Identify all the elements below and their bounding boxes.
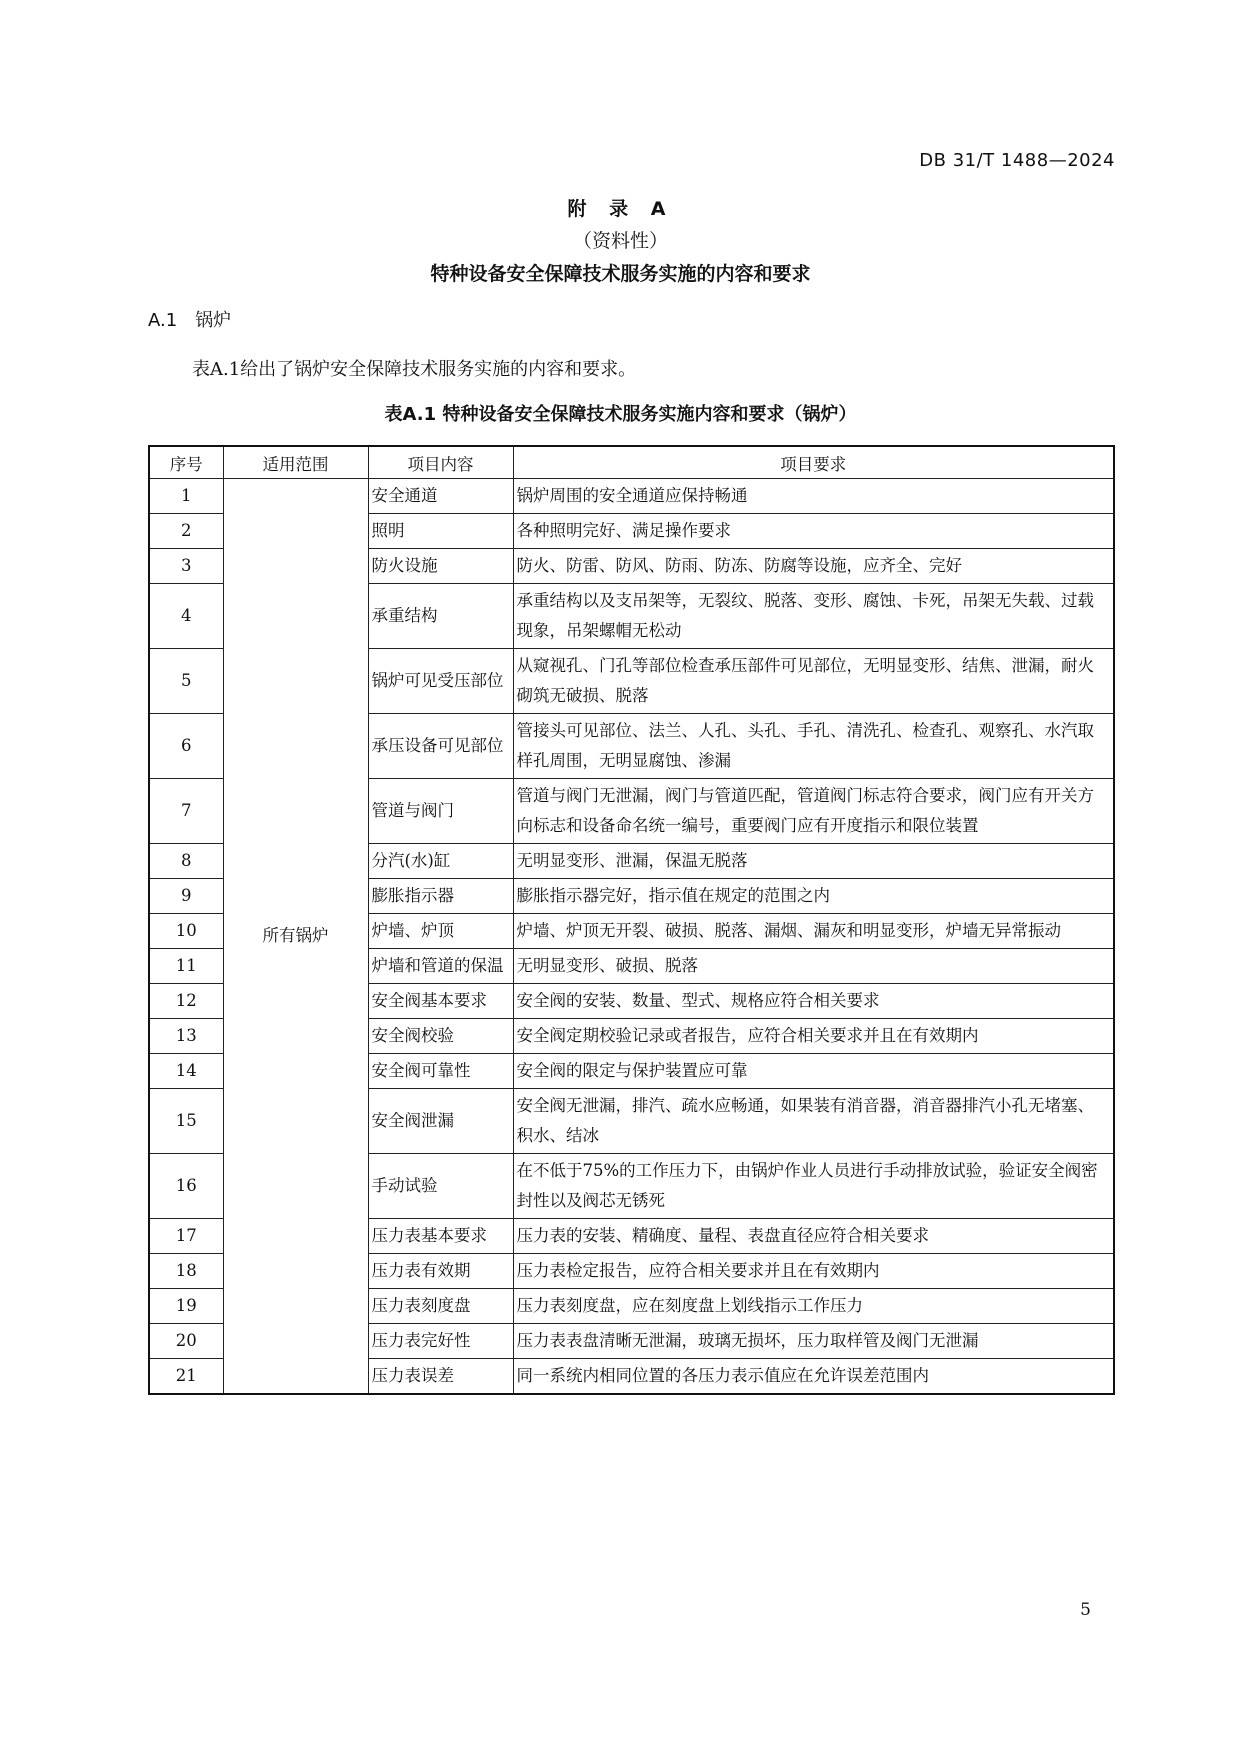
header-no: 序号 [149, 446, 223, 479]
item-requirement: 在不低于75%的工作压力下，由锅炉作业人员进行手动排放试验，验证安全阀密封性以及阀芯无锈死 [513, 1154, 1114, 1219]
item-content: 手动试验 [368, 1154, 513, 1219]
item-content: 压力表误差 [368, 1359, 513, 1395]
item-requirement: 压力表表盘清晰无泄漏，玻璃无损坏，压力取样管及阀门无泄漏 [513, 1324, 1114, 1359]
item-content: 安全阀可靠性 [368, 1054, 513, 1089]
item-content: 管道与阀门 [368, 779, 513, 844]
row-number: 10 [149, 914, 223, 949]
row-number: 17 [149, 1219, 223, 1254]
appendix-subtitle: 特种设备安全保障技术服务实施的内容和要求 [430, 263, 811, 285]
item-requirement: 安全阀无泄漏，排汽、疏水应畅通，如果装有消音器，消音器排汽小孔无堵塞、积水、结冰 [513, 1089, 1114, 1154]
item-requirement: 各种照明完好、满足操作要求 [513, 514, 1114, 549]
row-number: 15 [149, 1089, 223, 1154]
row-number: 1 [149, 479, 223, 514]
requirements-table [148, 445, 1115, 1395]
item-requirement: 防火、防雷、防风、防雨、防冻、防腐等设施，应齐全、完好 [513, 549, 1114, 584]
item-requirement: 无明显变形、泄漏，保温无脱落 [513, 844, 1114, 879]
item-content: 安全通道 [368, 479, 513, 514]
row-number: 12 [149, 984, 223, 1019]
appendix-title: 附 录 A [567, 198, 674, 220]
table-header-row [149, 446, 1114, 479]
row-number: 2 [149, 514, 223, 549]
section-number: A.1 [148, 310, 178, 331]
row-number: 18 [149, 1254, 223, 1289]
item-content: 安全阀基本要求 [368, 984, 513, 1019]
item-requirement: 管接头可见部位、法兰、人孔、头孔、手孔、清洗孔、检查孔、观察孔、水汽取样孔周围，无明显腐蚀、渗漏 [513, 714, 1114, 779]
item-content: 锅炉可见受压部位 [368, 649, 513, 714]
section-title: 锅炉 [195, 310, 232, 331]
row-number: 4 [149, 584, 223, 649]
item-content: 照明 [368, 514, 513, 549]
row-number: 6 [149, 714, 223, 779]
row-number: 14 [149, 1054, 223, 1089]
item-requirement: 膨胀指示器完好，指示值在规定的范围之内 [513, 879, 1114, 914]
header-scope: 适用范围 [223, 446, 368, 479]
table-caption: 表A.1 特种设备安全保障技术服务实施内容和要求（锅炉） [384, 404, 857, 425]
item-content: 压力表刻度盘 [368, 1289, 513, 1324]
row-number: 16 [149, 1154, 223, 1219]
item-content: 膨胀指示器 [368, 879, 513, 914]
item-requirement: 压力表的安装、精确度、量程、表盘直径应符合相关要求 [513, 1219, 1114, 1254]
row-number: 9 [149, 879, 223, 914]
item-requirement: 炉墙、炉顶无开裂、破损、脱落、漏烟、漏灰和明显变形，炉墙无异常振动 [513, 914, 1114, 949]
header-requirement: 项目要求 [513, 446, 1114, 479]
item-requirement: 压力表刻度盘，应在刻度盘上划线指示工作压力 [513, 1289, 1114, 1324]
row-number: 7 [149, 779, 223, 844]
item-content: 安全阀校验 [368, 1019, 513, 1054]
item-content: 分汽(水)缸 [368, 844, 513, 879]
item-content: 炉墙和管道的保温 [368, 949, 513, 984]
standard-number: DB 31/T 1488—2024 [919, 150, 1115, 171]
item-requirement: 安全阀定期校验记录或者报告，应符合相关要求并且在有效期内 [513, 1019, 1114, 1054]
appendix-nature: （资料性） [572, 230, 668, 252]
item-content: 压力表有效期 [368, 1254, 513, 1289]
item-content: 承压设备可见部位 [368, 714, 513, 779]
row-number: 11 [149, 949, 223, 984]
item-requirement: 承重结构以及支吊架等，无裂纹、脱落、变形、腐蚀、卡死，吊架无失载、过载现象，吊架螺帽无松动 [513, 584, 1114, 649]
row-number: 5 [149, 649, 223, 714]
item-requirement: 安全阀的安装、数量、型式、规格应符合相关要求 [513, 984, 1114, 1019]
item-content: 安全阀泄漏 [368, 1089, 513, 1154]
item-requirement: 无明显变形、破损、脱落 [513, 949, 1114, 984]
item-content: 炉墙、炉顶 [368, 914, 513, 949]
intro-paragraph: 表A.1给出了锅炉安全保障技术服务实施的内容和要求。 [192, 359, 637, 380]
page-number: 5 [1080, 1600, 1091, 1620]
item-content: 防火设施 [368, 549, 513, 584]
header-item: 项目内容 [368, 446, 513, 479]
row-number: 21 [149, 1359, 223, 1395]
item-requirement: 安全阀的限定与保护装置应可靠 [513, 1054, 1114, 1089]
row-number: 3 [149, 549, 223, 584]
item-content: 压力表完好性 [368, 1324, 513, 1359]
row-number: 13 [149, 1019, 223, 1054]
scope-cell: 所有锅炉 [223, 479, 368, 1395]
row-number: 19 [149, 1289, 223, 1324]
table-row [149, 479, 1114, 514]
item-requirement: 压力表检定报告，应符合相关要求并且在有效期内 [513, 1254, 1114, 1289]
item-requirement: 管道与阀门无泄漏，阀门与管道匹配，管道阀门标志符合要求，阀门应有开关方向标志和设备命名统一编号，重要阀门应有开度指示和限位装置 [513, 779, 1114, 844]
row-number: 8 [149, 844, 223, 879]
item-content: 承重结构 [368, 584, 513, 649]
item-requirement: 从窥视孔、门孔等部位检查承压部件可见部位，无明显变形、结焦、泄漏，耐火砌筑无破损、脱落 [513, 649, 1114, 714]
section-heading [148, 306, 231, 332]
item-content: 压力表基本要求 [368, 1219, 513, 1254]
item-requirement: 同一系统内相同位置的各压力表示值应在允许误差范围内 [513, 1359, 1114, 1395]
row-number: 20 [149, 1324, 223, 1359]
item-requirement: 锅炉周围的安全通道应保持畅通 [513, 479, 1114, 514]
